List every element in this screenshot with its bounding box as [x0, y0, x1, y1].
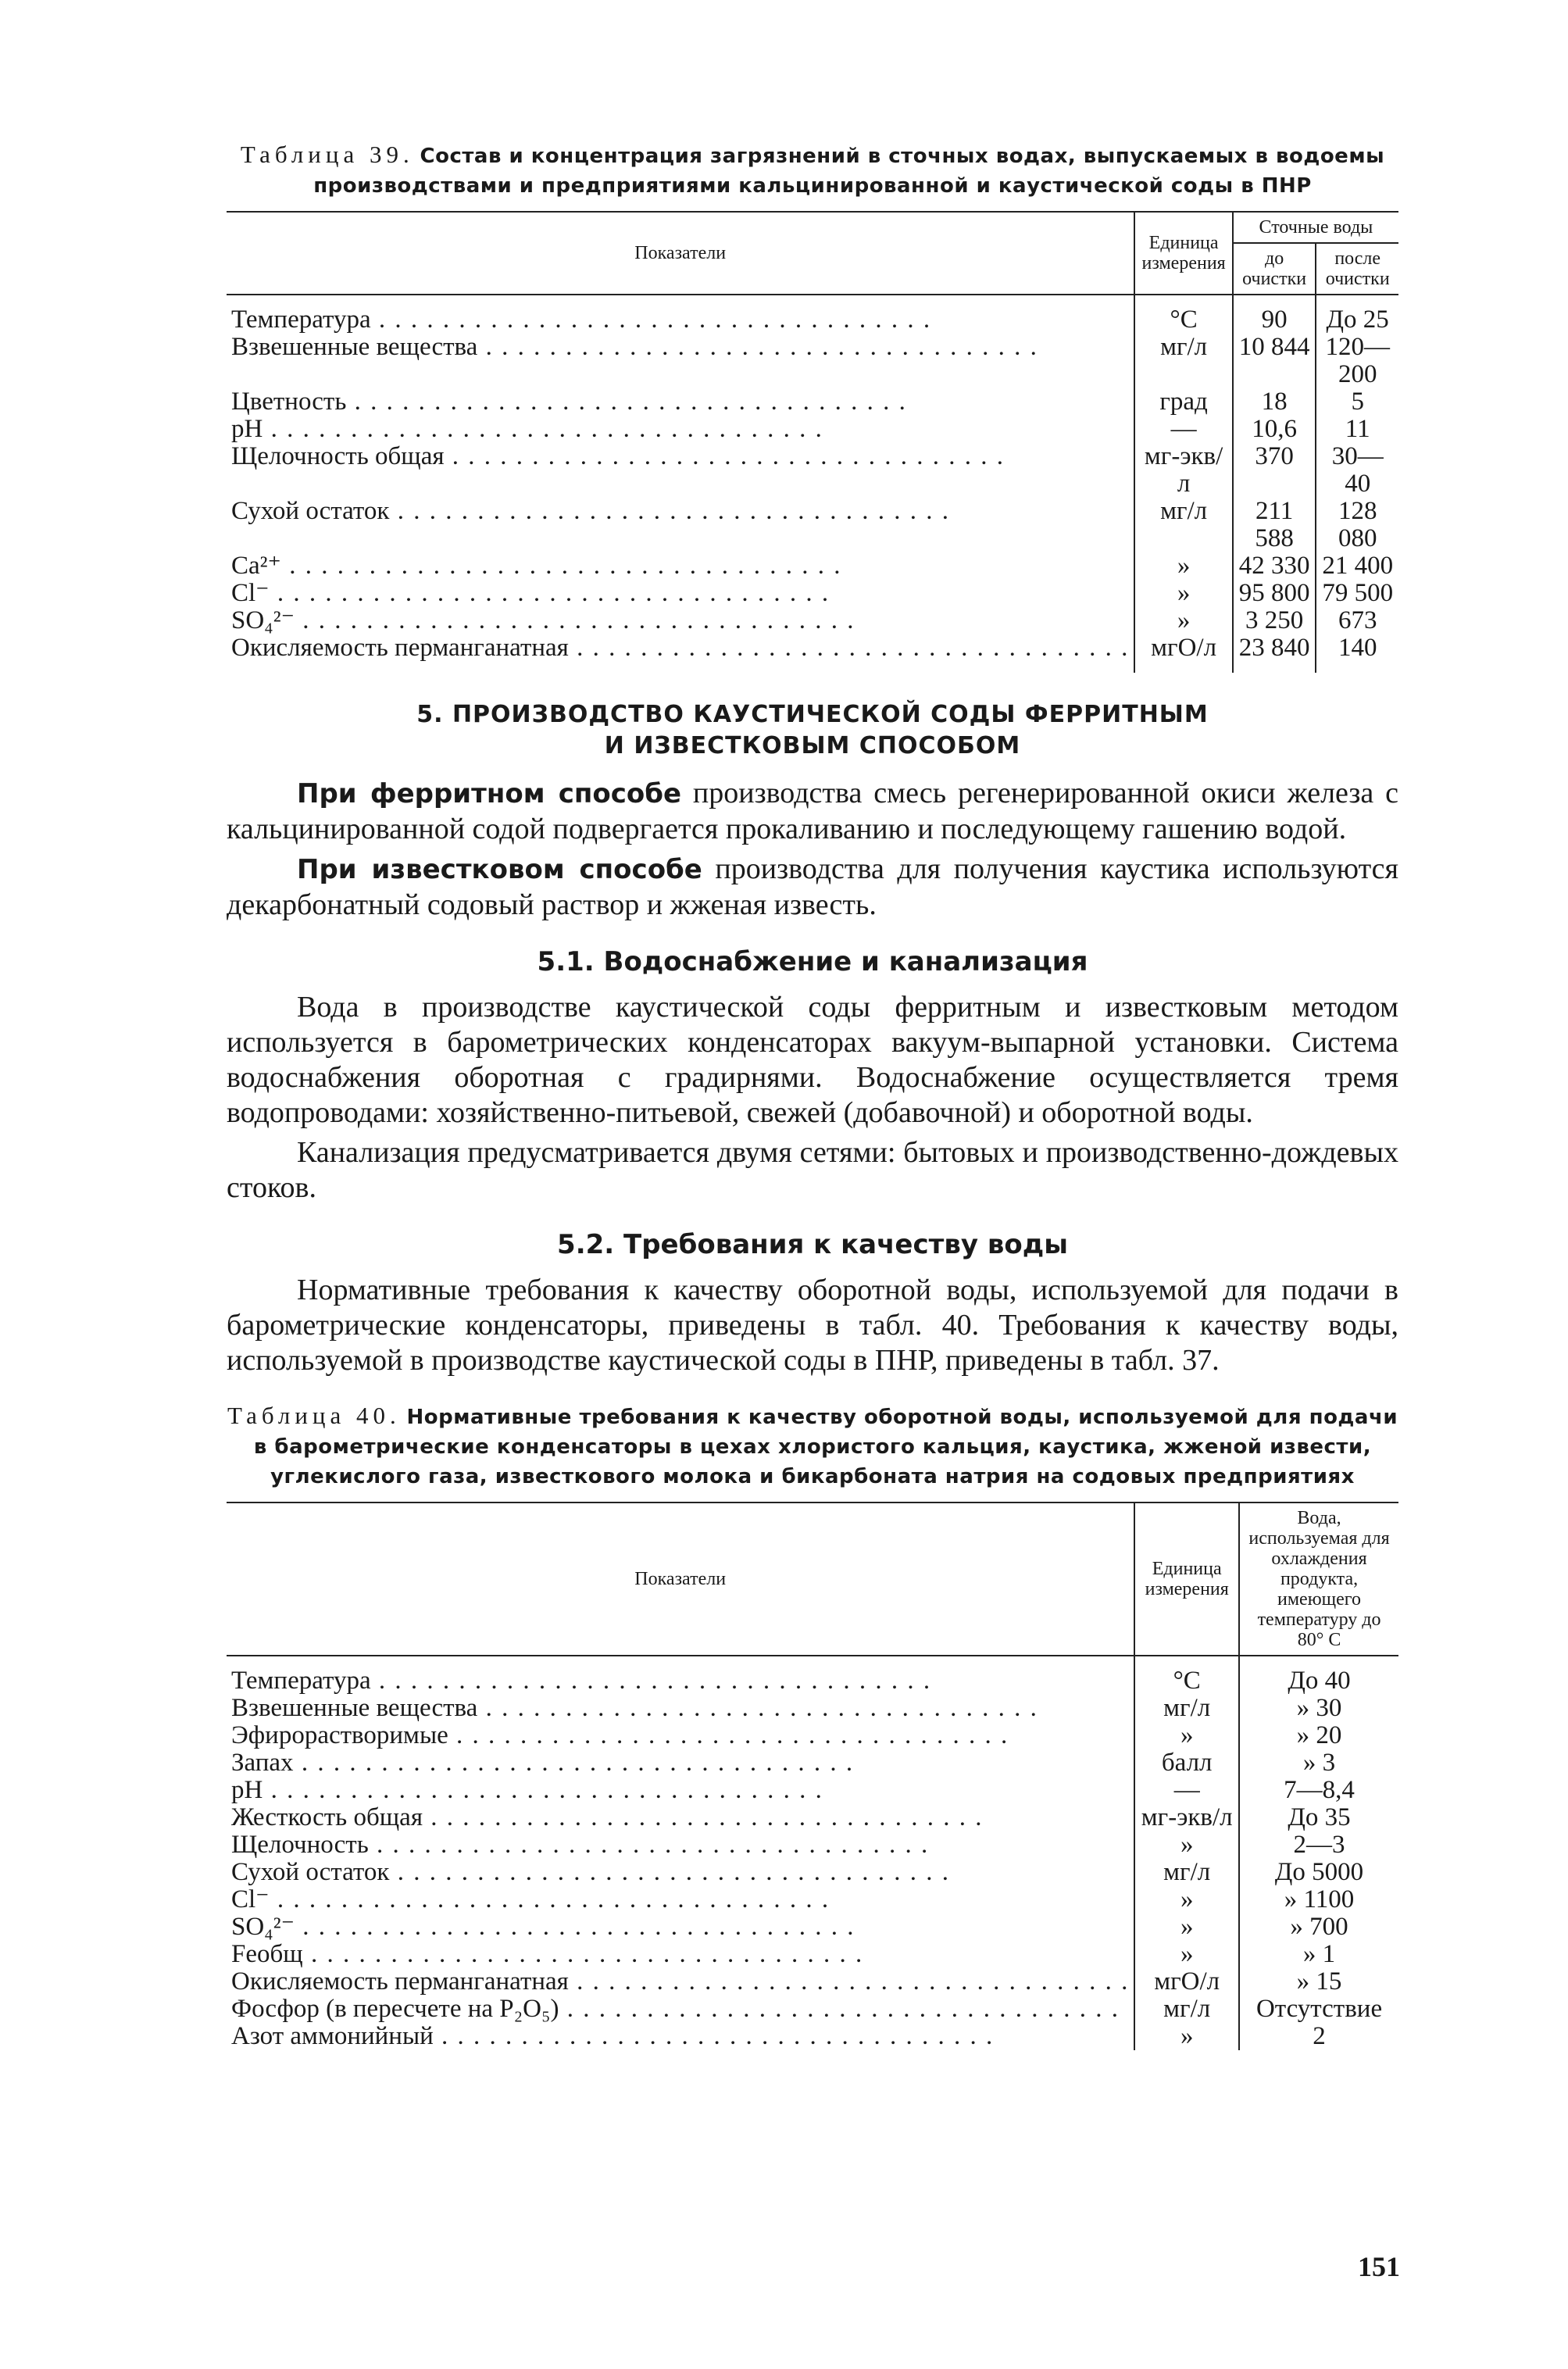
table-row — [227, 552, 1398, 580]
row-indicator: Сухой остаток . . . — [231, 498, 950, 525]
row-indicator: Цветность . . . — [231, 388, 907, 416]
table-row — [227, 1886, 1398, 1913]
table-row — [227, 1804, 1398, 1831]
row-indicator-cell — [227, 552, 1134, 580]
row-indicator: Температура . . . — [231, 306, 931, 334]
table-row — [227, 1656, 1398, 1695]
row-indicator-cell — [227, 334, 1134, 388]
section-5-title-line-1: 5. ПРОИЗВОДСТВО КАУСТИЧЕСКОЙ СОДЫ ФЕРРИТНЫМ — [416, 701, 1209, 728]
row-indicator-cell — [227, 388, 1134, 416]
row-after: 673 — [1316, 607, 1398, 634]
row-indicator-cell — [227, 1996, 1134, 2023]
table-row — [227, 443, 1398, 498]
row-before: 10,6 — [1233, 416, 1316, 443]
table-row — [227, 1968, 1398, 1996]
table-row — [227, 1695, 1398, 1722]
row-indicator: Запах . . . — [231, 1749, 854, 1777]
row-value: » 1100 — [1239, 1886, 1398, 1913]
table-row — [227, 1996, 1398, 2023]
section-5-paragraph-1 — [227, 776, 1398, 847]
table-40-label: Таблица 40. — [227, 1402, 401, 1429]
row-indicator-cell — [227, 1913, 1134, 1941]
row-after: 5 — [1316, 388, 1398, 416]
table-row — [227, 1749, 1398, 1777]
section-5-title — [227, 699, 1398, 762]
row-indicator: Эфирорастворимые . . . — [231, 1722, 1009, 1749]
section-5-p1-text: производства смесь регенерированной окиси железа с кальцинированной содой подвергается прокаливанию и последующему гашению водой. — [227, 777, 1398, 845]
table-row — [227, 2023, 1398, 2050]
row-indicator: Взвешенные вещества . . . — [231, 334, 1038, 361]
row-unit: мгО/л — [1134, 634, 1233, 673]
row-indicator-cell — [227, 443, 1134, 498]
row-after: 120—200 — [1316, 334, 1398, 388]
row-value: » 700 — [1239, 1913, 1398, 1941]
table-39-body — [227, 295, 1398, 673]
row-indicator: Сухой остаток . . . — [231, 1859, 950, 1886]
section-5-p2-bold: При известковом способе — [297, 854, 702, 885]
table-row — [227, 334, 1398, 388]
row-unit: балл — [1134, 1749, 1239, 1777]
row-indicator: pH . . . — [231, 1777, 823, 1804]
row-value: 2—3 — [1239, 1831, 1398, 1859]
row-before: 10 844 — [1233, 334, 1316, 388]
row-after: 21 400 — [1316, 552, 1398, 580]
row-indicator-cell — [227, 1831, 1134, 1859]
row-before: 90 — [1233, 295, 1316, 334]
table-row — [227, 1831, 1398, 1859]
t39-header-indicator: Показатели — [227, 212, 1134, 295]
table-39-title: Состав и концентрация загрязнений в сточных водах, выпускаемых в водоемы производствами и предприятиями кальцинированной и каустической соды в ПНР — [313, 145, 1385, 198]
row-value: До 35 — [1239, 1804, 1398, 1831]
t39-header-unit: Единица измерения — [1134, 212, 1233, 295]
row-indicator-cell — [227, 607, 1134, 634]
section-5-1-paragraph-2: Канализация предусматривается двумя сетями: бытовых и производственно-дождевых стоков. — [227, 1136, 1398, 1204]
row-indicator-cell — [227, 1722, 1134, 1749]
section-5-title-line-2: И ИЗВЕСТКОВЫМ СПОСОБОМ — [604, 732, 1021, 759]
table-row — [227, 1859, 1398, 1886]
row-unit: » — [1134, 1941, 1239, 1968]
row-before: 23 840 — [1233, 634, 1316, 673]
row-indicator: Взвешенные вещества . . . — [231, 1695, 1038, 1722]
table-row — [227, 634, 1398, 673]
row-indicator: Азот аммонийный . . . — [231, 2023, 994, 2050]
row-indicator-cell — [227, 498, 1134, 552]
row-after: 30—40 — [1316, 443, 1398, 498]
row-unit: » — [1134, 2023, 1239, 2050]
t39-header-wastewater: Сточные воды — [1233, 212, 1398, 243]
row-indicator-cell — [227, 1886, 1134, 1913]
row-indicator-cell — [227, 1941, 1134, 1968]
row-indicator: pH . . . — [231, 416, 823, 443]
t39-header-before: до очистки — [1233, 243, 1316, 295]
row-unit: » — [1134, 580, 1233, 607]
row-unit: — — [1134, 416, 1233, 443]
table-row — [227, 388, 1398, 416]
table-row — [227, 295, 1398, 334]
row-unit: » — [1134, 552, 1233, 580]
row-before: 95 800 — [1233, 580, 1316, 607]
row-indicator-cell — [227, 1804, 1134, 1831]
row-indicator: Окисляемость перманганатная . . . — [231, 1968, 1129, 1996]
row-after: 128 080 — [1316, 498, 1398, 552]
row-before: 370 — [1233, 443, 1316, 498]
table-row — [227, 498, 1398, 552]
table-row — [227, 1913, 1398, 1941]
row-unit: мг/л — [1134, 498, 1233, 552]
row-indicator: Фосфор (в пересчете на P₂O₅) . . . — [231, 1996, 1120, 2023]
section-5-2-title: 5.2. Требования к качеству воды — [557, 1229, 1068, 1260]
row-unit: мгО/л — [1134, 1968, 1239, 1996]
table-40-title: Нормативные требования к качеству оборотной воды, используемой для подачи в барометрические конденсаторы в цехах хлористого кальция, каустика, жженой извести, углекислого газа, известкового молока и бикарбоната натрия на содовых предприятиях — [253, 1406, 1398, 1488]
table-39-label: Таблица 39. — [240, 141, 414, 168]
row-unit: мг/л — [1134, 1859, 1239, 1886]
row-unit: мг/л — [1134, 334, 1233, 388]
row-unit: мг-экв/л — [1134, 1804, 1239, 1831]
section-5-p2-text: производства для получения каустика используются декарбонатный содовый раствор и жженая известь. — [227, 852, 1398, 921]
row-indicator: Cl⁻ . . . — [231, 1886, 830, 1913]
row-indicator: Жесткость общая . . . — [231, 1804, 984, 1831]
row-indicator-cell — [227, 2023, 1134, 2050]
row-unit: » — [1134, 1913, 1239, 1941]
table-row — [227, 580, 1398, 607]
row-unit: мг/л — [1134, 1996, 1239, 2023]
row-indicator: Feобщ . . . — [231, 1941, 863, 1968]
row-value: До 40 — [1239, 1656, 1398, 1695]
table-40-body — [227, 1656, 1398, 2050]
t40-header-indicator: Показатели — [227, 1503, 1134, 1656]
row-indicator-cell — [227, 1695, 1134, 1722]
row-value: » 20 — [1239, 1722, 1398, 1749]
row-after: 79 500 — [1316, 580, 1398, 607]
row-indicator: Cl⁻ . . . — [231, 580, 830, 607]
row-before: 211 588 — [1233, 498, 1316, 552]
row-unit: °C — [1134, 1656, 1239, 1695]
row-value: До 5000 — [1239, 1859, 1398, 1886]
row-unit: » — [1134, 1722, 1239, 1749]
row-indicator-cell — [227, 1968, 1134, 1996]
row-indicator-cell — [227, 416, 1134, 443]
table-row — [227, 1777, 1398, 1804]
table-row — [227, 416, 1398, 443]
row-indicator-cell — [227, 580, 1134, 607]
row-before: 18 — [1233, 388, 1316, 416]
row-indicator: Ca²⁺ . . . — [231, 552, 841, 580]
section-5-1-paragraph-1: Вода в производстве каустической соды ферритным и известковым методом используется в барометрических конденсаторах вакуум-выпарной установки. Система водоснабжения оборотная с градирнями. Водоснабжение осуществляется тремя водопроводами: хозяйственно-питьевой, свежей (добавочной) и оборотной воды. — [227, 991, 1398, 1129]
row-indicator: SO₄²⁻ . . . — [231, 1913, 855, 1941]
section-5-1-title: 5.1. Водоснабжение и канализация — [537, 946, 1088, 977]
row-unit: » — [1134, 607, 1233, 634]
row-indicator: Температура . . . — [231, 1667, 931, 1695]
row-value: Отсутствие — [1239, 1996, 1398, 2023]
row-value: 7—8,4 — [1239, 1777, 1398, 1804]
row-unit: мг/л — [1134, 1695, 1239, 1722]
row-unit: » — [1134, 1886, 1239, 1913]
row-value: » 3 — [1239, 1749, 1398, 1777]
row-indicator-cell — [227, 295, 1134, 334]
table-39 — [227, 211, 1398, 673]
row-after: До 25 — [1316, 295, 1398, 334]
table-row — [227, 607, 1398, 634]
row-indicator-cell — [227, 1859, 1134, 1886]
section-5-2-paragraph-1: Нормативные требования к качеству оборотной воды, используемой для подачи в барометрические конденсаторы, приведены в табл. 40. Требования к качеству воды, используемой в производстве каустической соды в ПНР, приведены в табл. 37. — [227, 1274, 1398, 1377]
row-indicator: Окисляемость перманганатная . . . — [231, 634, 1129, 662]
row-value: 2 — [1239, 2023, 1398, 2050]
table-row — [227, 1722, 1398, 1749]
table-39-caption — [227, 141, 1398, 200]
table-40-caption — [227, 1402, 1398, 1491]
section-5-paragraph-2 — [227, 852, 1398, 923]
row-value: » 30 — [1239, 1695, 1398, 1722]
row-before: 3 250 — [1233, 607, 1316, 634]
row-unit: — — [1134, 1777, 1239, 1804]
t39-header-after: после очистки — [1316, 243, 1398, 295]
t40-header-value: Вода, используемая для охлаждения продукта, имеющего температуру до 80° С — [1239, 1503, 1398, 1656]
row-indicator-cell — [227, 1777, 1134, 1804]
row-value: » 15 — [1239, 1968, 1398, 1996]
t40-header-unit: Единица измерения — [1134, 1503, 1239, 1656]
row-after: 140 — [1316, 634, 1398, 673]
row-indicator-cell — [227, 1749, 1134, 1777]
row-unit: мг-экв/л — [1134, 443, 1233, 498]
table-row — [227, 1941, 1398, 1968]
page-number: 151 — [1358, 2251, 1400, 2282]
row-indicator: SO₄²⁻ . . . — [231, 607, 855, 634]
row-unit: » — [1134, 1831, 1239, 1859]
row-indicator: Щелочность общая . . . — [231, 443, 1005, 470]
row-value: » 1 — [1239, 1941, 1398, 1968]
section-5-p1-bold: При ферритном способе — [297, 778, 682, 809]
row-unit: °C — [1134, 295, 1233, 334]
row-unit: град — [1134, 388, 1233, 416]
table-40 — [227, 1502, 1398, 2050]
row-indicator: Щелочность . . . — [231, 1831, 929, 1859]
row-indicator-cell — [227, 1656, 1134, 1695]
row-before: 42 330 — [1233, 552, 1316, 580]
book-page — [227, 141, 1398, 2050]
row-after: 11 — [1316, 416, 1398, 443]
row-indicator-cell — [227, 634, 1134, 673]
